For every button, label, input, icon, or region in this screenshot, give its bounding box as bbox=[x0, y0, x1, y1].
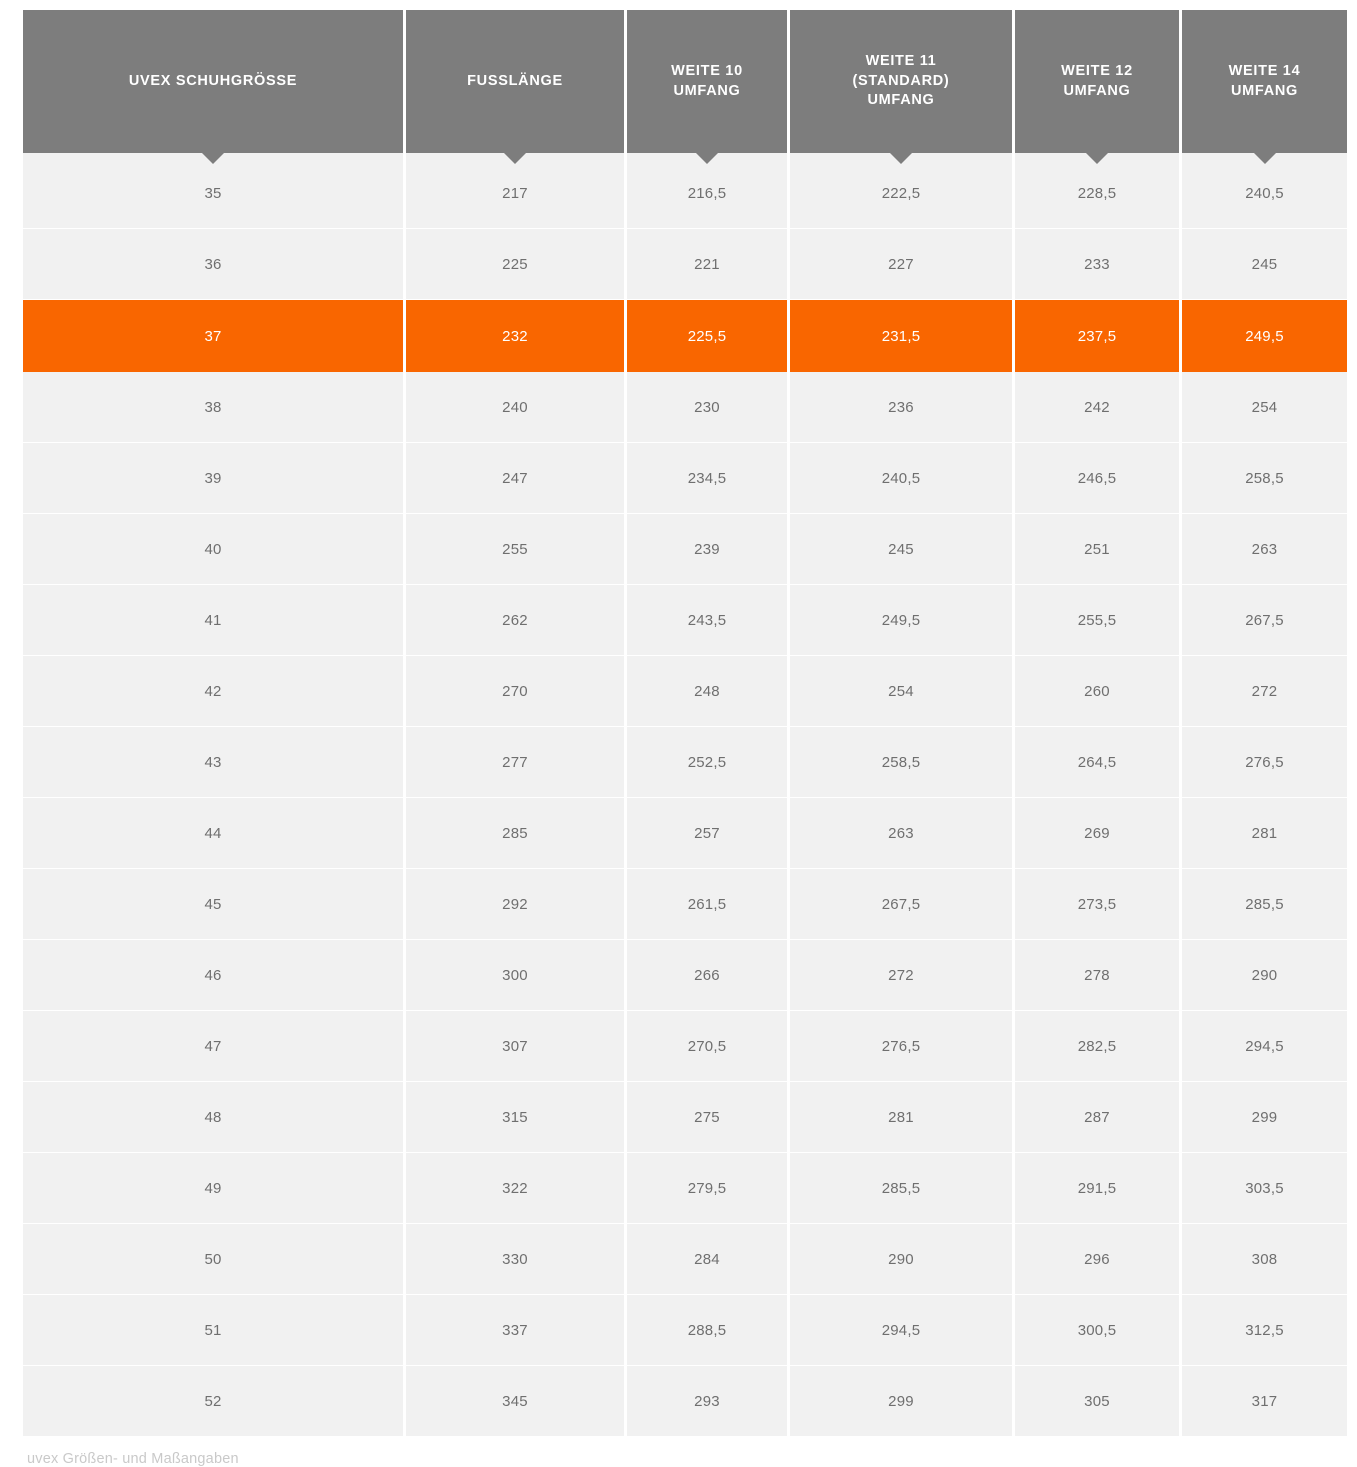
table-row[interactable] bbox=[23, 1366, 1347, 1437]
table-cell: 294,5 bbox=[790, 1295, 1012, 1366]
table-cell: 290 bbox=[1182, 940, 1347, 1011]
table-cell: 292 bbox=[406, 869, 624, 940]
cell-shoe-size: 50 bbox=[23, 1224, 403, 1295]
cell-shoe-size: 39 bbox=[23, 443, 403, 514]
table-cell: 221 bbox=[627, 229, 787, 300]
cell-shoe-size: 48 bbox=[23, 1082, 403, 1153]
table-cell: 240 bbox=[406, 372, 624, 443]
table-cell: 300 bbox=[406, 940, 624, 1011]
table-cell: 236 bbox=[790, 372, 1012, 443]
table-cell: 266 bbox=[627, 940, 787, 1011]
table-header-row bbox=[23, 10, 1347, 153]
table-cell: 307 bbox=[406, 1011, 624, 1082]
table-cell: 222,5 bbox=[790, 153, 1012, 229]
table-cell: 227 bbox=[790, 229, 1012, 300]
table-cell: 317 bbox=[1182, 1366, 1347, 1437]
table-cell: 278 bbox=[1015, 940, 1179, 1011]
chevron-down-icon bbox=[890, 153, 912, 164]
table-cell: 249,5 bbox=[790, 585, 1012, 656]
chevron-down-icon bbox=[1254, 153, 1276, 164]
table-cell: 315 bbox=[406, 1082, 624, 1153]
table-cell: 231,5 bbox=[790, 300, 1012, 372]
table-row[interactable] bbox=[23, 1224, 1347, 1295]
table-cell: 273,5 bbox=[1015, 869, 1179, 940]
column-header-0 bbox=[23, 10, 403, 153]
column-header-line: WEITE 14 bbox=[1228, 62, 1301, 79]
table-cell: 312,5 bbox=[1182, 1295, 1347, 1366]
cell-shoe-size: 43 bbox=[23, 727, 403, 798]
column-header-2 bbox=[627, 10, 787, 153]
chevron-down-icon bbox=[1086, 153, 1108, 164]
table-cell: 285 bbox=[406, 798, 624, 869]
column-header-3 bbox=[790, 10, 1012, 153]
table-cell: 217 bbox=[406, 153, 624, 229]
table-cell: 285,5 bbox=[1182, 869, 1347, 940]
uvex-size-table bbox=[20, 10, 1350, 1437]
table-cell: 262 bbox=[406, 585, 624, 656]
table-cell: 281 bbox=[790, 1082, 1012, 1153]
chevron-down-icon bbox=[504, 153, 526, 164]
table-body bbox=[23, 153, 1347, 1437]
cell-shoe-size: 35 bbox=[23, 153, 403, 229]
table-row[interactable] bbox=[23, 798, 1347, 869]
cell-shoe-size: 45 bbox=[23, 869, 403, 940]
table-footnote: uvex Größen- und Maßangaben bbox=[27, 1451, 239, 1467]
table-cell: 225,5 bbox=[627, 300, 787, 372]
table-cell: 258,5 bbox=[1182, 443, 1347, 514]
column-header-5 bbox=[1182, 10, 1347, 153]
table-row[interactable] bbox=[23, 940, 1347, 1011]
table-row[interactable] bbox=[23, 656, 1347, 727]
column-header-line: UVEX SCHUHGRÖSSE bbox=[128, 72, 298, 89]
table-cell: 246,5 bbox=[1015, 443, 1179, 514]
column-header-line: UMFANG bbox=[1230, 82, 1299, 99]
table-cell: 305 bbox=[1015, 1366, 1179, 1437]
table-cell: 232 bbox=[406, 300, 624, 372]
column-header-line: UMFANG bbox=[1063, 82, 1131, 99]
table-cell: 234,5 bbox=[627, 443, 787, 514]
table-cell: 248 bbox=[627, 656, 787, 727]
table-cell: 240,5 bbox=[790, 443, 1012, 514]
table-cell: 345 bbox=[406, 1366, 624, 1437]
table-cell: 243,5 bbox=[627, 585, 787, 656]
table-row[interactable] bbox=[23, 443, 1347, 514]
table-header bbox=[23, 10, 1347, 153]
table-row[interactable] bbox=[23, 300, 1347, 372]
table-cell: 275 bbox=[627, 1082, 787, 1153]
column-header-line: (STANDARD) bbox=[852, 72, 950, 89]
table-cell: 270 bbox=[406, 656, 624, 727]
table-cell: 260 bbox=[1015, 656, 1179, 727]
table-cell: 300,5 bbox=[1015, 1295, 1179, 1366]
table-cell: 225 bbox=[406, 229, 624, 300]
table-row[interactable] bbox=[23, 1082, 1347, 1153]
table-cell: 257 bbox=[627, 798, 787, 869]
chevron-down-icon bbox=[696, 153, 718, 164]
table-cell: 284 bbox=[627, 1224, 787, 1295]
column-header-4 bbox=[1015, 10, 1179, 153]
cell-shoe-size: 51 bbox=[23, 1295, 403, 1366]
cell-shoe-size: 37 bbox=[23, 300, 403, 372]
table-cell: 294,5 bbox=[1182, 1011, 1347, 1082]
column-header-line: UMFANG bbox=[673, 82, 741, 99]
table-row[interactable] bbox=[23, 372, 1347, 443]
table-row[interactable] bbox=[23, 514, 1347, 585]
table-cell: 337 bbox=[406, 1295, 624, 1366]
table-cell: 285,5 bbox=[790, 1153, 1012, 1224]
table-cell: 264,5 bbox=[1015, 727, 1179, 798]
column-header-line: FUSSLÄNGE bbox=[467, 72, 563, 89]
table-cell: 290 bbox=[790, 1224, 1012, 1295]
cell-shoe-size: 36 bbox=[23, 229, 403, 300]
table-cell: 272 bbox=[790, 940, 1012, 1011]
table-cell: 254 bbox=[790, 656, 1012, 727]
table-cell: 330 bbox=[406, 1224, 624, 1295]
table-cell: 252,5 bbox=[627, 727, 787, 798]
column-header-line: WEITE 11 bbox=[865, 53, 937, 70]
column-header-line: WEITE 10 bbox=[671, 62, 743, 79]
table-cell: 263 bbox=[790, 798, 1012, 869]
table-row[interactable] bbox=[23, 869, 1347, 940]
table-row[interactable] bbox=[23, 153, 1347, 229]
table-cell: 270,5 bbox=[627, 1011, 787, 1082]
table-cell: 245 bbox=[1182, 229, 1347, 300]
table-cell: 272 bbox=[1182, 656, 1347, 727]
table-cell: 249,5 bbox=[1182, 300, 1347, 372]
column-header-line: WEITE 12 bbox=[1061, 62, 1133, 79]
chevron-down-icon bbox=[202, 153, 224, 164]
cell-shoe-size: 41 bbox=[23, 585, 403, 656]
table-cell: 242 bbox=[1015, 372, 1179, 443]
table-cell: 299 bbox=[790, 1366, 1012, 1437]
table-cell: 269 bbox=[1015, 798, 1179, 869]
table-row[interactable] bbox=[23, 1295, 1347, 1366]
table-cell: 230 bbox=[627, 372, 787, 443]
table-cell: 245 bbox=[790, 514, 1012, 585]
table-cell: 267,5 bbox=[790, 869, 1012, 940]
table-cell: 276,5 bbox=[790, 1011, 1012, 1082]
cell-shoe-size: 52 bbox=[23, 1366, 403, 1437]
table-row[interactable] bbox=[23, 585, 1347, 656]
table-cell: 261,5 bbox=[627, 869, 787, 940]
table-cell: 322 bbox=[406, 1153, 624, 1224]
table-row[interactable] bbox=[23, 1011, 1347, 1082]
table-row[interactable] bbox=[23, 727, 1347, 798]
table-cell: 247 bbox=[406, 443, 624, 514]
cell-shoe-size: 40 bbox=[23, 514, 403, 585]
table-cell: 237,5 bbox=[1015, 300, 1179, 372]
table-cell: 263 bbox=[1182, 514, 1347, 585]
table-cell: 291,5 bbox=[1015, 1153, 1179, 1224]
table-cell: 239 bbox=[627, 514, 787, 585]
table-cell: 254 bbox=[1182, 372, 1347, 443]
cell-shoe-size: 49 bbox=[23, 1153, 403, 1224]
cell-shoe-size: 42 bbox=[23, 656, 403, 727]
table-cell: 303,5 bbox=[1182, 1153, 1347, 1224]
table-cell: 255 bbox=[406, 514, 624, 585]
table-cell: 279,5 bbox=[627, 1153, 787, 1224]
table-row[interactable] bbox=[23, 1153, 1347, 1224]
table-cell: 228,5 bbox=[1015, 153, 1179, 229]
cell-shoe-size: 46 bbox=[23, 940, 403, 1011]
cell-shoe-size: 44 bbox=[23, 798, 403, 869]
table-cell: 251 bbox=[1015, 514, 1179, 585]
table-cell: 282,5 bbox=[1015, 1011, 1179, 1082]
table-cell: 293 bbox=[627, 1366, 787, 1437]
table-cell: 216,5 bbox=[627, 153, 787, 229]
table-cell: 308 bbox=[1182, 1224, 1347, 1295]
table-cell: 258,5 bbox=[790, 727, 1012, 798]
table-cell: 240,5 bbox=[1182, 153, 1347, 229]
table-cell: 299 bbox=[1182, 1082, 1347, 1153]
table-cell: 287 bbox=[1015, 1082, 1179, 1153]
table-row[interactable] bbox=[23, 229, 1347, 300]
column-header-1 bbox=[406, 10, 624, 153]
table-cell: 255,5 bbox=[1015, 585, 1179, 656]
table-cell: 296 bbox=[1015, 1224, 1179, 1295]
table-cell: 267,5 bbox=[1182, 585, 1347, 656]
table-cell: 277 bbox=[406, 727, 624, 798]
table-cell: 288,5 bbox=[627, 1295, 787, 1366]
table-cell: 233 bbox=[1015, 229, 1179, 300]
column-header-line: UMFANG bbox=[867, 92, 935, 109]
cell-shoe-size: 38 bbox=[23, 372, 403, 443]
table-cell: 281 bbox=[1182, 798, 1347, 869]
table-cell: 276,5 bbox=[1182, 727, 1347, 798]
cell-shoe-size: 47 bbox=[23, 1011, 403, 1082]
